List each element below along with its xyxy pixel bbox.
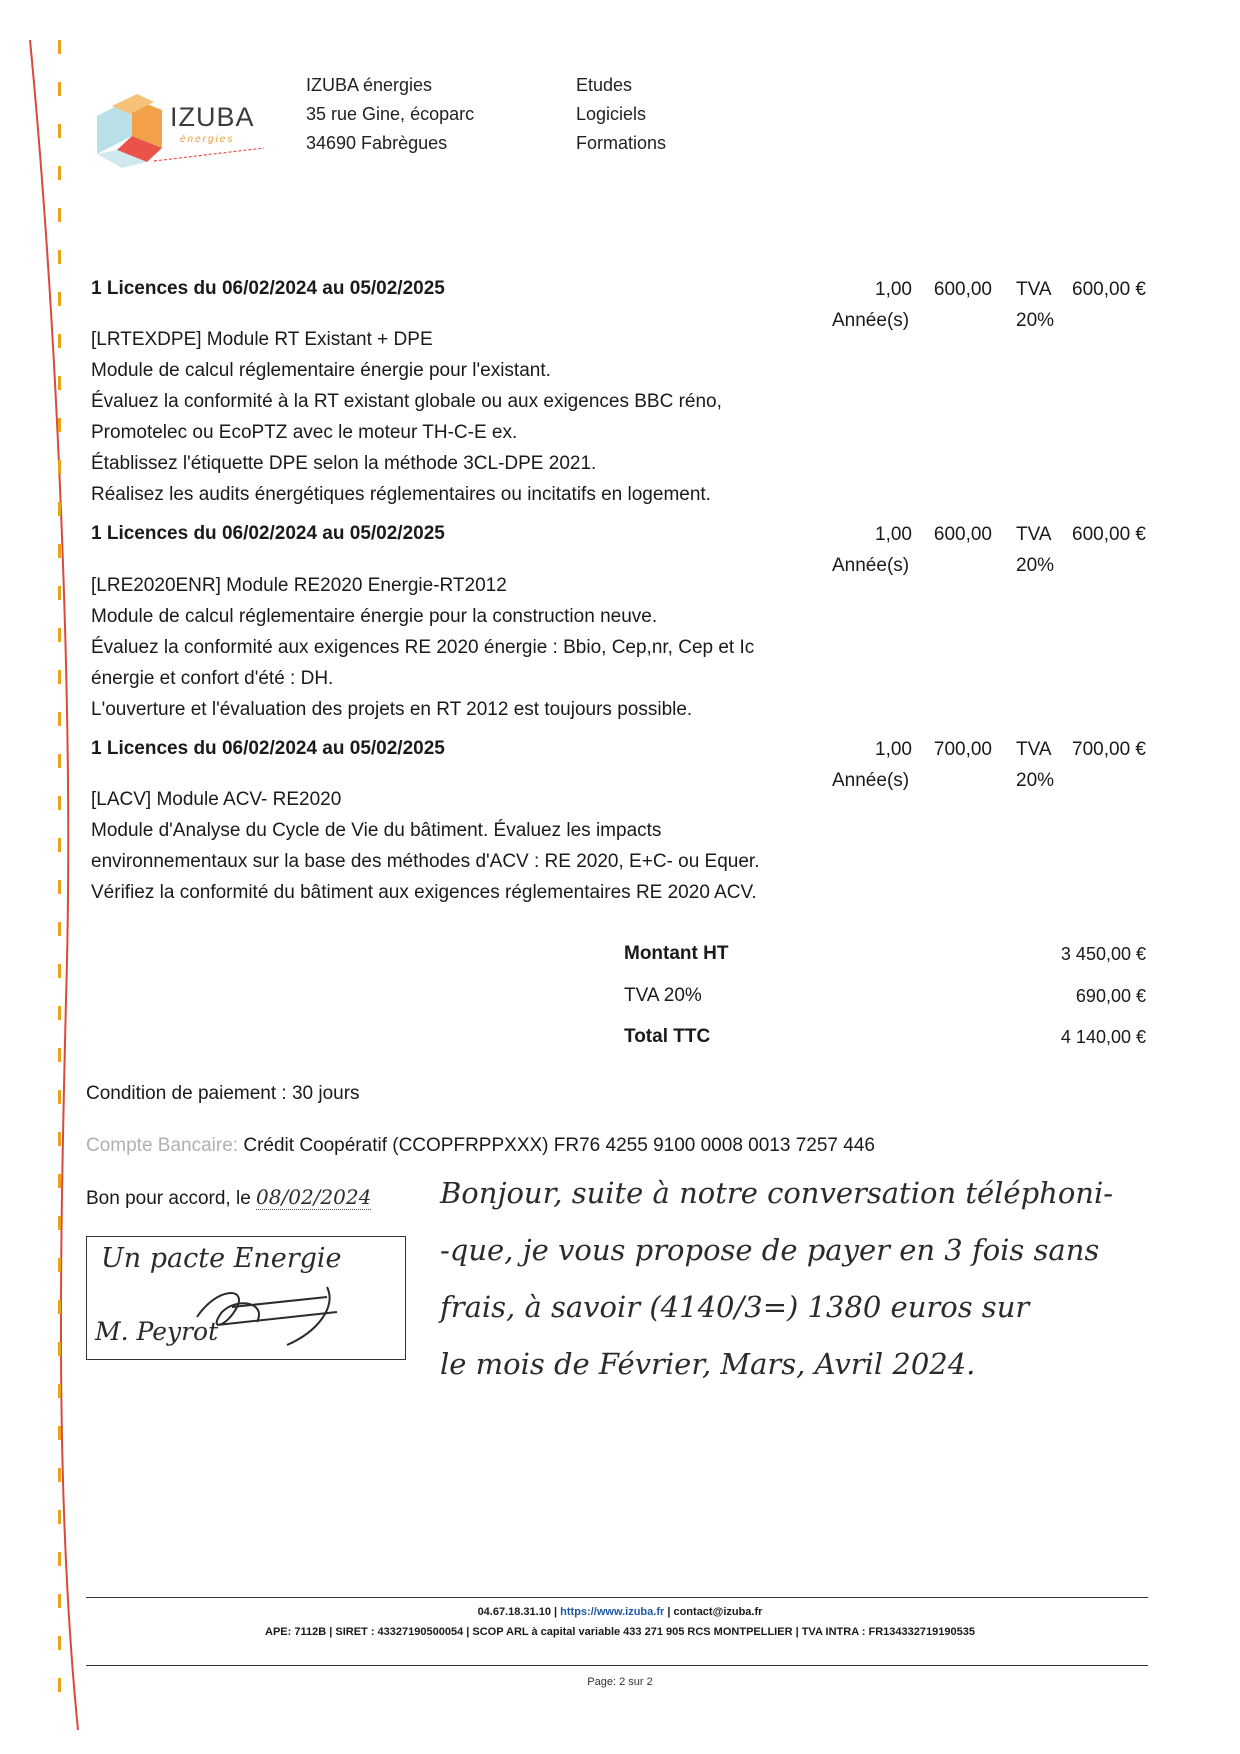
margin-dash (58, 544, 61, 558)
margin-dash (58, 1258, 61, 1272)
margin-dash (58, 1468, 61, 1482)
line-item-total: 700,00 € (1072, 739, 1146, 760)
margin-dash (58, 880, 61, 894)
handwritten-note (440, 1165, 1113, 1393)
line-item-qty: 1,00 (875, 739, 912, 760)
line-item-qty: 1,00 (875, 524, 912, 545)
signature-stamp (86, 1236, 406, 1360)
line-item-price: 600,00 (933, 279, 992, 300)
margin-dash (58, 1342, 61, 1356)
address-line: 35 rue Gine, écoparc (306, 104, 475, 124)
margin-dash (58, 250, 61, 264)
margin-dash (58, 1510, 61, 1524)
margin-dash (58, 460, 61, 474)
line-item-unit: Année(s) (832, 555, 910, 576)
note-line: -que, je vous propose de payer en 3 fois sans (440, 1233, 1100, 1267)
line-item-total: 600,00 € (1072, 279, 1146, 300)
margin-dash (58, 334, 61, 348)
address-line: 34690 Fabrègues (306, 133, 448, 153)
margin-dash (58, 754, 61, 768)
product-name: [LRTEXDPE] Module RT Existant + DPE (91, 329, 433, 350)
margin-dash (58, 1384, 61, 1398)
service-item: Logiciels (576, 104, 647, 124)
total-ttc-label: Total TTC (624, 1026, 711, 1047)
description-line: Établissez l'étiquette DPE selon la méthode 3CL-DPE 2021. (91, 453, 597, 474)
line-item-unit: Année(s) (832, 310, 910, 331)
margin-dash (58, 418, 61, 432)
description-line: Module de calcul réglementaire énergie pour la construction neuve. (91, 606, 658, 627)
signature-line1: Un pacte Energie (101, 1243, 342, 1274)
bank-label: Compte Bancaire: (86, 1135, 239, 1156)
line-item-tva: TVA (1016, 524, 1052, 545)
margin-dash (58, 124, 61, 138)
description-line: L'ouverture et l'évaluation des projets en RT 2012 est toujours possible. (91, 699, 693, 720)
footer-divider-bottom (86, 1665, 1148, 1666)
description-line: environnementaux sur la base des méthodes d'ACV : RE 2020, E+C- ou Equer. (91, 851, 760, 872)
margin-dash (58, 922, 61, 936)
margin-dash (58, 1552, 61, 1566)
total-tva-value: 690,00 € (1075, 986, 1146, 1006)
accord-line (86, 1182, 371, 1214)
margin-dash (58, 166, 61, 180)
line-item-tva-rate: 20% (1016, 555, 1055, 576)
description-line: Vérifiez la conformité du bâtiment aux exigences réglementaires RE 2020 ACV. (91, 882, 757, 903)
margin-dash (58, 964, 61, 978)
margin-dash (58, 1006, 61, 1020)
line-item-title: 1 Licences du 06/02/2024 au 05/02/2025 (91, 523, 445, 544)
accord-date: 08/02/2024 (256, 1185, 372, 1209)
signature-line2: M. Peyrot (95, 1317, 219, 1346)
margin-dash (58, 82, 61, 96)
logo-subtext: énergies (180, 134, 235, 145)
margin-dash (58, 796, 61, 810)
service-item: Etudes (576, 75, 633, 95)
address-line: IZUBA énergies (306, 75, 433, 95)
line-item-price: 600,00 (933, 524, 992, 545)
description-line: Évaluez la conformité aux exigences RE 2020 énergie : Bbio, Cep,nr, Cep et Ic (91, 637, 755, 658)
margin-curve (0, 0, 90, 1754)
margin-dash (58, 1636, 61, 1650)
company-services (576, 71, 666, 158)
note-line: frais, à savoir (4140/3=) 1380 euros sur (440, 1290, 1030, 1324)
page-number: Page: 2 sur 2 (587, 1676, 653, 1688)
total-ht-label: Montant HT (624, 943, 729, 964)
logo-text: IZUBA (170, 102, 255, 132)
line-item-total: 600,00 € (1072, 524, 1146, 545)
total-ht-value: 3 450,00 € (1060, 944, 1146, 964)
margin-dash (58, 292, 61, 306)
line-item-tva-rate: 20% (1016, 310, 1055, 331)
margin-dash (58, 586, 61, 600)
bank-value: Crédit Coopératif (CCOPFRPPXXX) FR76 4255 9100 0008 0013 7257 446 (243, 1135, 875, 1156)
footer-separator: | (667, 1606, 671, 1618)
company-logo (92, 88, 267, 168)
margin-dash (58, 208, 61, 222)
payment-condition: Condition de paiement : 30 jours (86, 1083, 360, 1104)
accord-label: Bon pour accord, le (86, 1188, 251, 1209)
margin-dash (58, 1300, 61, 1314)
footer-email: contact@izuba.fr (673, 1606, 763, 1618)
margin-dash (58, 40, 61, 54)
line-item-title: 1 Licences du 06/02/2024 au 05/02/2025 (91, 278, 445, 299)
description-line: énergie et confort d'été : DH. (91, 668, 334, 689)
line-item-tva-rate: 20% (1016, 770, 1055, 791)
line-item-title: 1 Licences du 06/02/2024 au 05/02/2025 (91, 738, 445, 759)
margin-dash (58, 1426, 61, 1440)
product-name: [LRE2020ENR] Module RE2020 Energie-RT2012 (91, 575, 507, 596)
description-line: Module d'Analyse du Cycle de Vie du bâtiment. Évaluez les impacts (91, 820, 662, 841)
line-item-qty: 1,00 (875, 279, 912, 300)
margin-dash (58, 628, 61, 642)
margin-dash (58, 670, 61, 684)
company-address (306, 71, 474, 158)
line-item-description (91, 784, 760, 908)
description-line: Promotelec ou EcoPTZ avec le moteur TH-C-E ex. (91, 422, 518, 443)
line-item-tva: TVA (1016, 739, 1052, 760)
line-item-unit: Année(s) (832, 770, 910, 791)
description-line: Évaluez la conformité à la RT existant globale ou aux exigences BBC réno, (91, 391, 722, 412)
margin-dash (58, 1174, 61, 1188)
margin-dash (58, 712, 61, 726)
total-tva-label: TVA 20% (624, 985, 702, 1006)
footer-website-link[interactable]: https://www.izuba.fr (560, 1606, 665, 1618)
margin-dash (58, 1090, 61, 1104)
margin-dash (58, 502, 61, 516)
footer-divider-top (86, 1597, 1148, 1598)
footer-contact (0, 1606, 1240, 1618)
total-ttc-value: 4 140,00 € (1060, 1027, 1146, 1047)
footer-separator: | (554, 1606, 558, 1618)
description-line: Module de calcul réglementaire énergie pour l'existant. (91, 360, 551, 381)
margin-dash (58, 1216, 61, 1230)
line-item-description (91, 324, 722, 510)
footer-legal: APE: 7112B | SIRET : 43327190500054 | SCOP ARL à capital variable 433 271 905 RCS MONTPELLIER | TVA INTRA : FR134332719190535 (265, 1626, 975, 1638)
note-line: le mois de Février, Mars, Avril 2024. (440, 1347, 976, 1381)
product-name: [LACV] Module ACV- RE2020 (91, 789, 342, 810)
footer-phone: 04.67.18.31.10 (477, 1606, 551, 1618)
line-item-description (91, 570, 754, 725)
margin-dash (58, 1132, 61, 1146)
bank-account (86, 1130, 875, 1161)
margin-dash (58, 838, 61, 852)
description-line: Réalisez les audits énergétiques réglementaires ou incitatifs en logement. (91, 484, 711, 505)
note-line: Bonjour, suite à notre conversation téléphoni- (440, 1176, 1114, 1210)
margin-dash (58, 1048, 61, 1062)
service-item: Formations (576, 133, 667, 153)
line-item-tva: TVA (1016, 279, 1052, 300)
margin-dash (58, 376, 61, 390)
line-item-price: 700,00 (933, 739, 992, 760)
